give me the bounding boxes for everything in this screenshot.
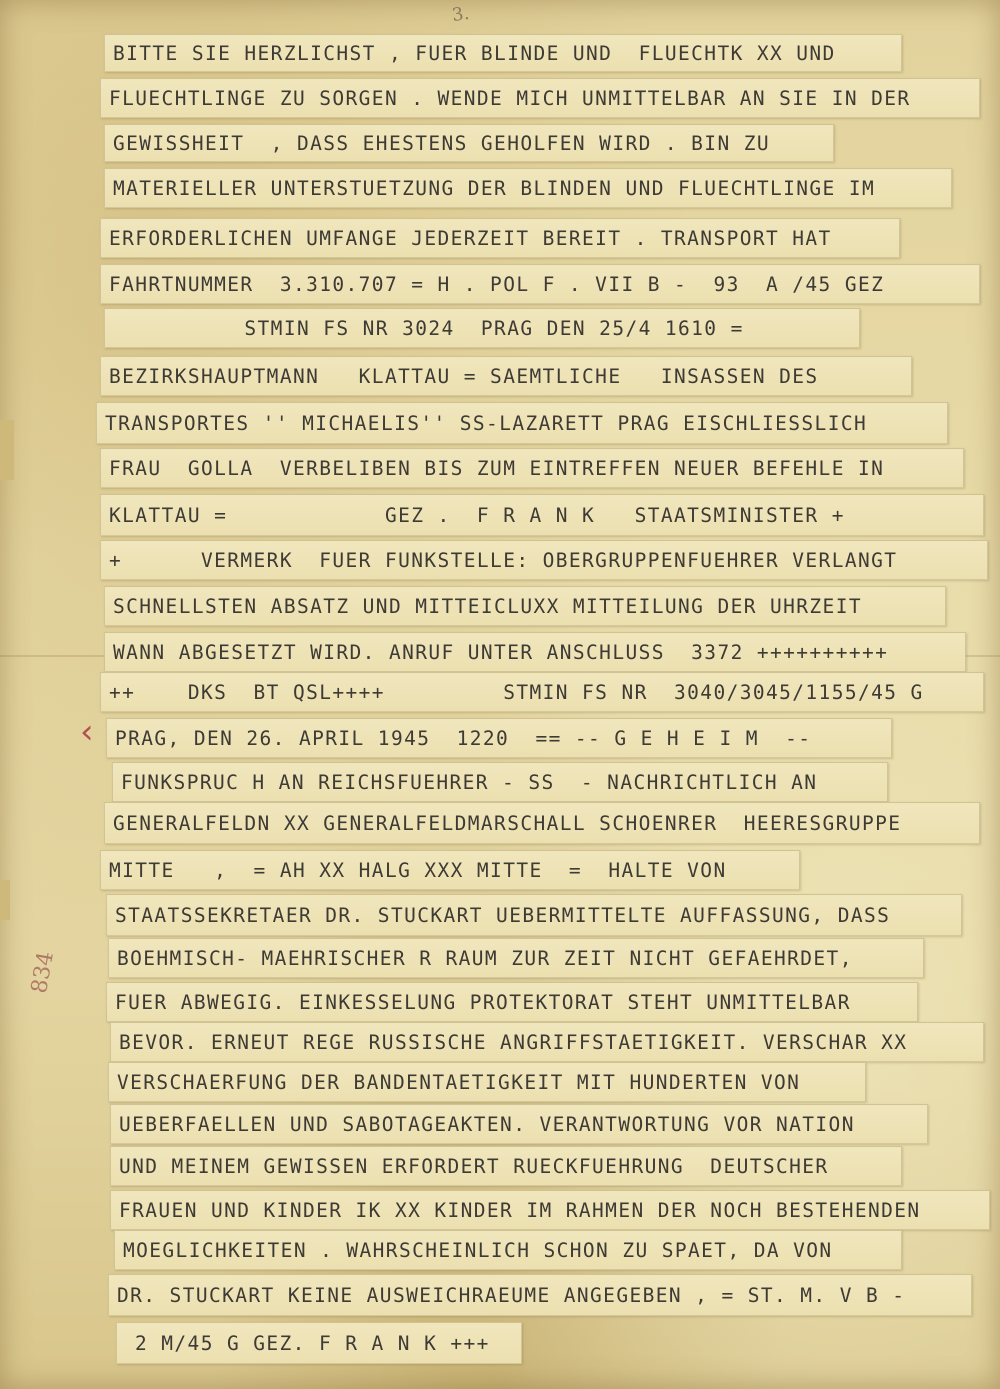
telegram-line: STMIN FS NR 3024 PRAG DEN 25/4 1610 =	[104, 308, 860, 348]
telegram-line: FUER ABWEGIG. EINKESSELUNG PROTEKTORAT STEHT UNMITTELBAR	[106, 982, 918, 1022]
telegram-line: MOEGLICHKEITEN . WAHRSCHEINLICH SCHON ZU SPAET, DA VON	[114, 1230, 902, 1270]
telegram-line: STAATSSEKRETAER DR. STUCKART UEBERMITTELTE AUFFASSUNG, DASS	[106, 894, 962, 936]
telegram-line: ERFORDERLICHEN UMFANGE JEDERZEIT BEREIT . TRANSPORT HAT	[100, 218, 900, 258]
telegram-line: GEWISSHEIT , DASS EHESTENS GEHOLFEN WIRD . BIN ZU	[104, 124, 834, 162]
telegram-line: FLUECHTLINGE ZU SORGEN . WENDE MICH UNMITTELBAR AN SIE IN DER	[100, 78, 980, 118]
telegram-line: BEVOR. ERNEUT REGE RUSSISCHE ANGRIFFSTAETIGKEIT. VERSCHAR XX	[110, 1022, 984, 1062]
telegram-line: BEZIRKSHAUPTMANN KLATTAU = SAEMTLICHE INSASSEN DES	[100, 356, 912, 396]
margin-scribble: 834	[27, 949, 59, 996]
telegram-line: BITTE SIE HERZLICHST , FUER BLINDE UND FLUECHTK XX UND	[104, 34, 902, 72]
telegram-line: UND MEINEM GEWISSEN ERFORDERT RUECKFUEHRUNG DEUTSCHER	[110, 1146, 902, 1186]
telegram-line: PRAG, DEN 26. APRIL 1945 1220 == -- G E H E I M --	[106, 718, 892, 758]
paper-tear	[0, 880, 10, 920]
telegram-line: MITTE , = AH XX HALG XXX MITTE = HALTE VON	[100, 850, 800, 890]
telegram-line: 2 M/45 G GEZ. F R A N K +++	[116, 1322, 522, 1364]
telegram-line: KLATTAU = GEZ . F R A N K STAATSMINISTER +	[100, 494, 984, 536]
telegram-line: TRANSPORTES '' MICHAELIS'' SS-LAZARETT PRAG EISCHLIESSLICH	[96, 402, 948, 444]
margin-mark: ‹	[80, 712, 94, 752]
telegram-line: DR. STUCKART KEINE AUSWEICHRAEUME ANGEGEBEN , = ST. M. V B -	[108, 1274, 972, 1316]
telegram-line: FAHRTNUMMER 3.310.707 = H . POL F . VII B - 93 A /45 GEZ	[100, 264, 980, 304]
telegram-line: WANN ABGESETZT WIRD. ANRUF UNTER ANSCHLUSS 3372 ++++++++++	[104, 632, 966, 672]
telegram-line: SCHNELLSTEN ABSATZ UND MITTEICLUXX MITTEILUNG DER UHRZEIT	[104, 586, 946, 626]
telegram-line: FUNKSPRUC H AN REICHSFUEHRER - SS - NACHRICHTLICH AN	[112, 762, 888, 802]
telegram-line: FRAUEN UND KINDER IK XX KINDER IM RAHMEN DER NOCH BESTEHENDEN	[110, 1190, 990, 1230]
telegram-line: ++ DKS BT QSL++++ STMIN FS NR 3040/3045/1155/45 G	[100, 672, 984, 712]
paper-tear	[0, 420, 14, 480]
telegram-line: BOEHMISCH- MAEHRISCHER R RAUM ZUR ZEIT NICHT GEFAEHRDET,	[108, 938, 924, 978]
telegram-line: VERSCHAERFUNG DER BANDENTAETIGKEIT MIT HUNDERTEN VON	[108, 1062, 866, 1102]
telegram-line: FRAU GOLLA VERBELIBEN BIS ZUM EINTREFFEN NEUER BEFEHLE IN	[100, 448, 964, 488]
page-number: 3.	[450, 2, 471, 27]
telegram-line: GENERALFELDN XX GENERALFELDMARSCHALL SCHOENRER HEERESGRUPPE	[104, 802, 980, 844]
telegram-line: UEBERFAELLEN UND SABOTAGEAKTEN. VERANTWORTUNG VOR NATION	[110, 1104, 928, 1144]
telegram-line: MATERIELLER UNTERSTUETZUNG DER BLINDEN UND FLUECHTLINGE IM	[104, 168, 952, 208]
telegram-line: + VERMERK FUER FUNKSTELLE: OBERGRUPPENFUEHRER VERLANGT	[100, 540, 988, 580]
